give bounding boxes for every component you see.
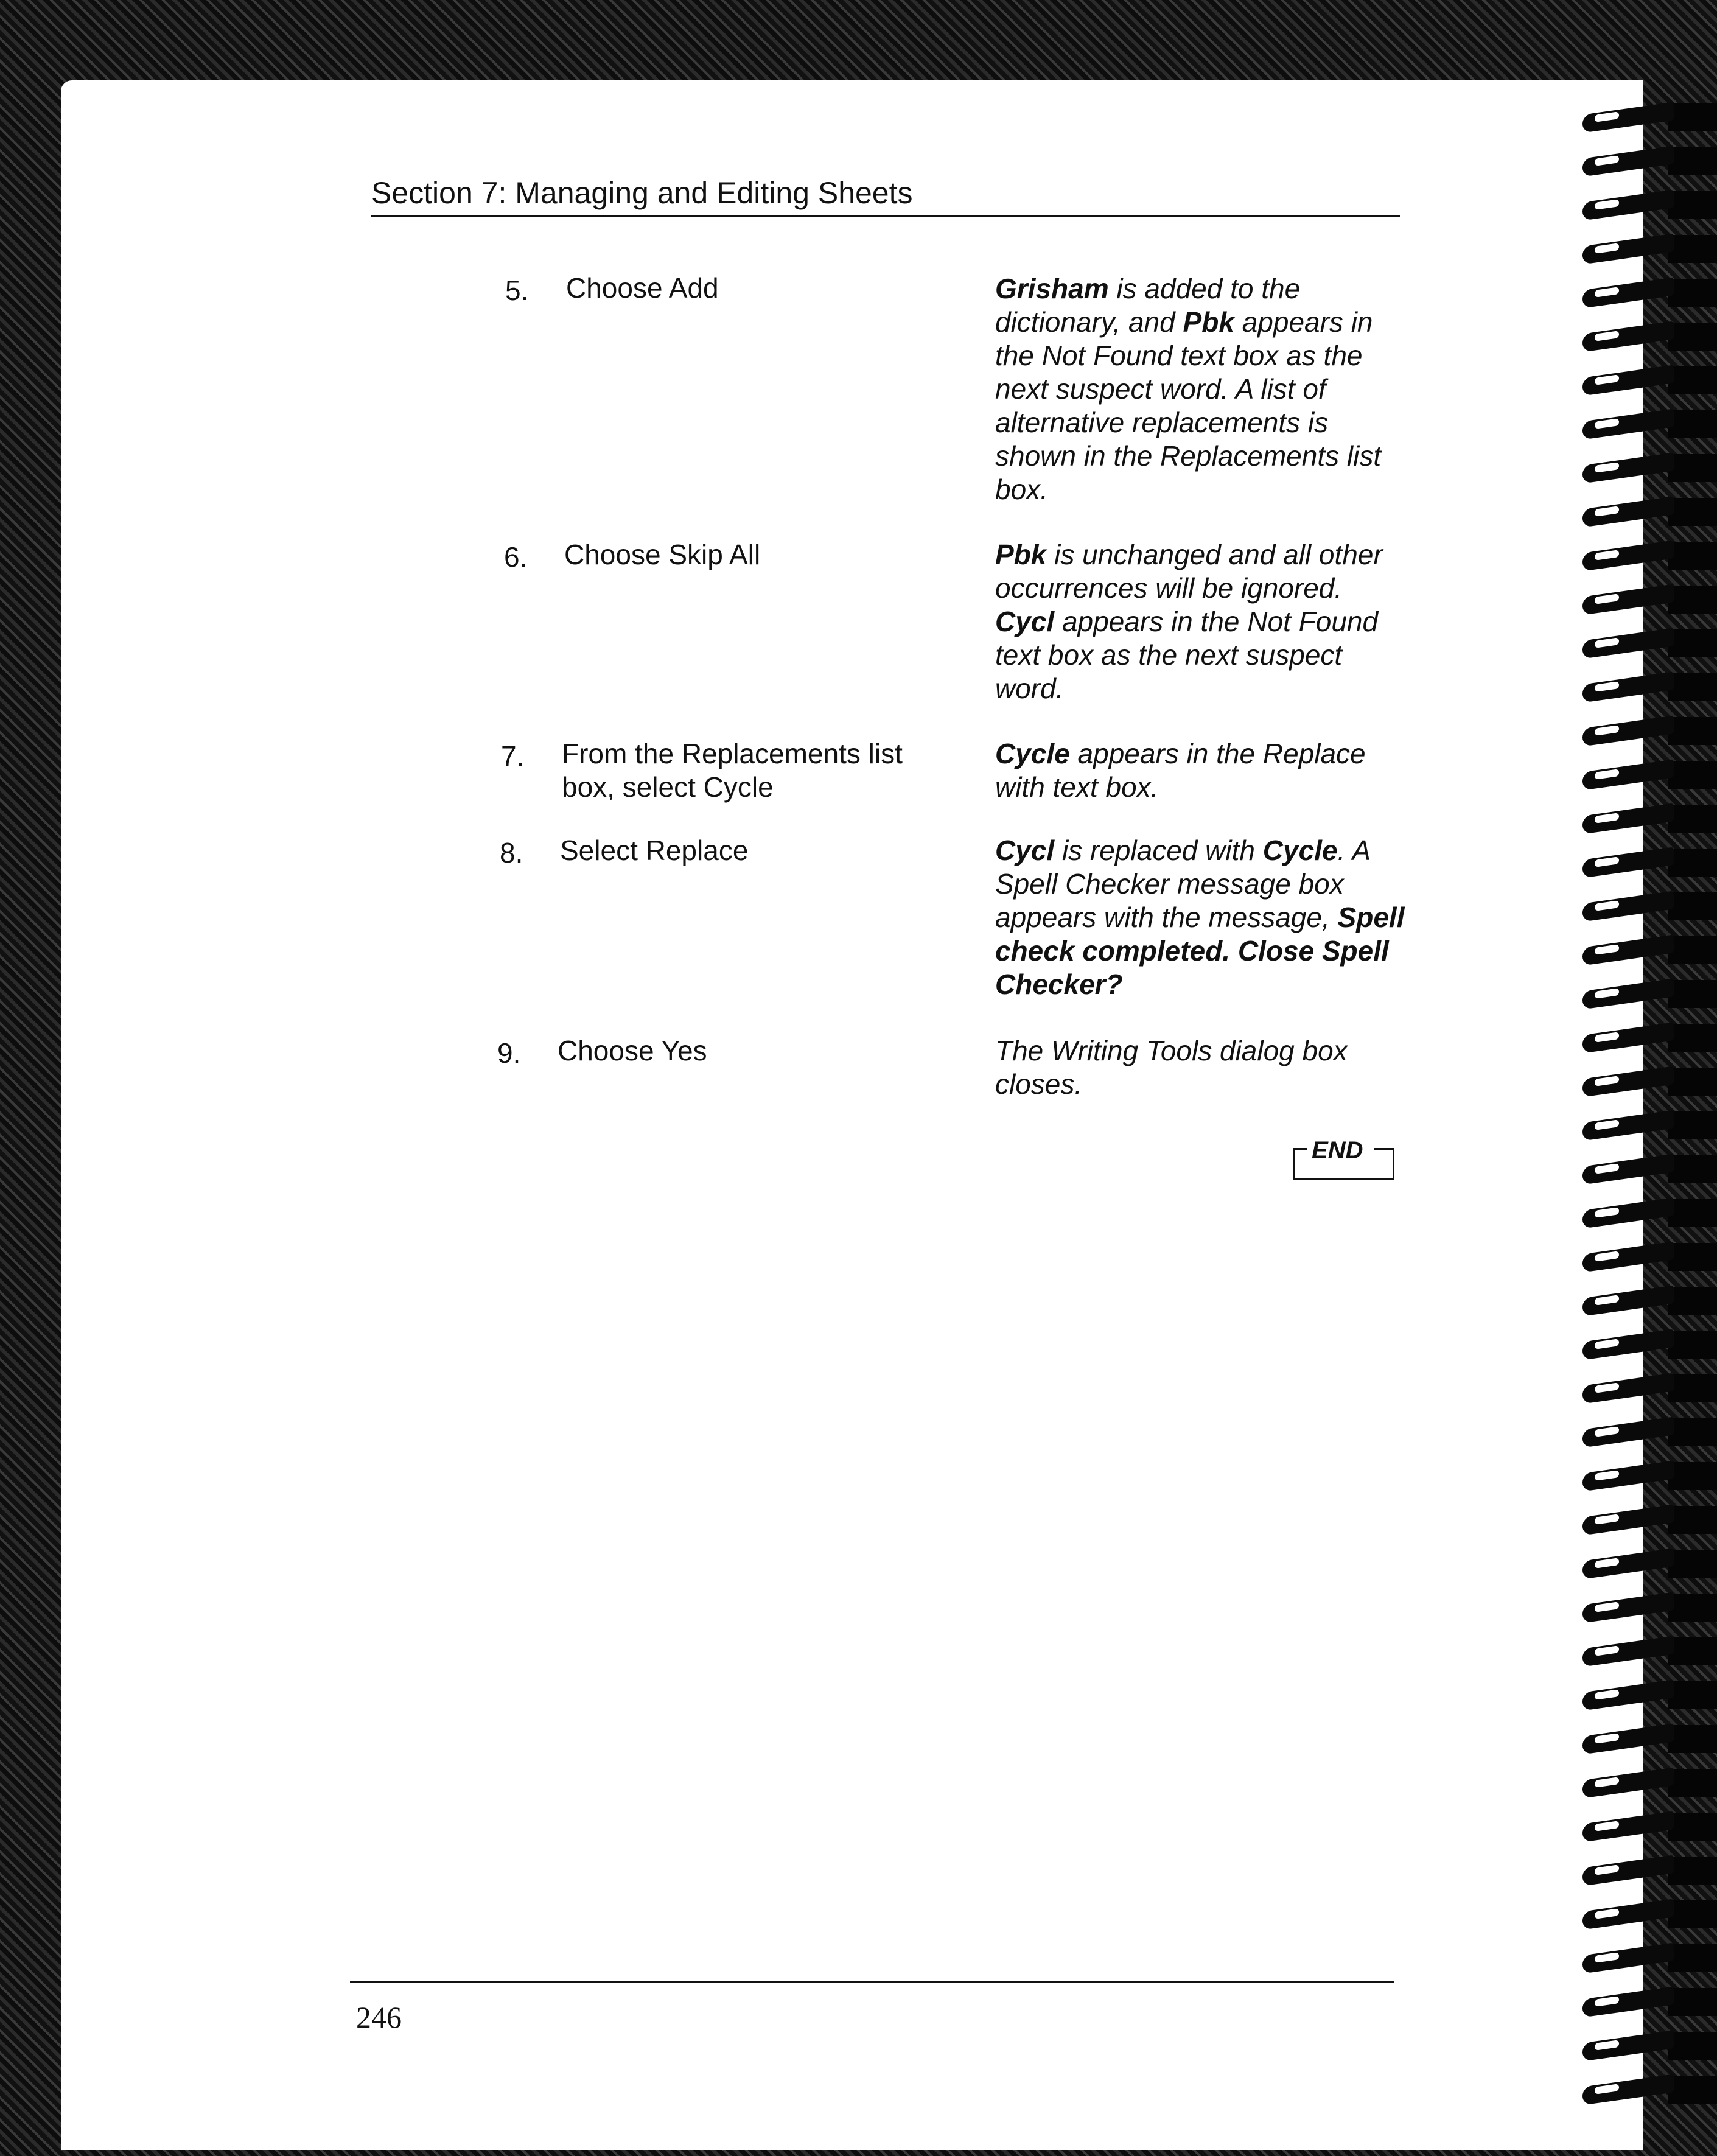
step-instruction [562,737,903,804]
step-number: 7. [501,740,525,772]
result-text: The Writing Tools dialog box closes. [995,1035,1348,1100]
result-text: is replaced with [1054,835,1263,866]
spiral-ring [1576,717,1717,747]
spiral-ring [1576,1725,1717,1755]
spiral-ring [1576,323,1717,353]
spiral-ring [1576,366,1717,397]
spiral-ring [1576,1111,1717,1142]
spiral-ring [1576,849,1717,879]
spiral-ring [1576,542,1717,572]
spiral-ring [1576,147,1717,178]
result-bold: Cycl [995,606,1055,637]
spiral-ring [1576,2032,1717,2062]
spiral-ring [1576,1155,1717,1186]
spiral-ring [1576,279,1717,309]
result-bold: Spell check completed. Close Spell Checker? [995,901,1405,1000]
result-text: appears in the Replace with text box. [995,738,1366,803]
end-marker [1293,1137,1394,1181]
spiral-ring [1576,1988,1717,2018]
result-bold: Pbk [995,539,1047,570]
step-result [995,538,1409,705]
step-number: 5. [505,275,529,306]
step-instruction: Select Replace [560,835,749,866]
result-text: . A Spell Checker message box appears with the message, [995,835,1370,933]
step-result [995,272,1409,506]
spiral-ring [1576,1637,1717,1668]
spiral-ring [1576,761,1717,791]
footer-rule [350,1981,1394,1983]
step-number: 8. [500,837,523,869]
end-marker-label: END [1312,1137,1363,1164]
spiral-ring [1576,892,1717,923]
step-number: 6. [504,541,528,573]
spiral-ring [1576,1594,1717,1624]
spiral-ring [1576,1418,1717,1449]
step-instruction: Choose Yes [558,1035,707,1066]
spiral-ring [1576,1506,1717,1536]
result-bold: Pbk [1183,306,1234,338]
spiral-ring [1576,498,1717,528]
spiral-ring [1576,454,1717,485]
spiral-ring [1576,103,1717,134]
step-instruction: Choose Add [566,272,719,304]
spiral-ring [1576,1857,1717,1887]
end-marker-corner [1293,1148,1307,1150]
spiral-ring [1576,235,1717,265]
spiral-ring [1576,673,1717,704]
spiral-ring [1576,1769,1717,1799]
result-bold: Grisham [995,273,1109,304]
spiral-ring [1576,1199,1717,1230]
spiral-ring [1576,1813,1717,1843]
spiral-ring [1576,1374,1717,1405]
spiral-ring [1576,1462,1717,1493]
spiral-ring [1576,805,1717,835]
result-text: is added to the dictionary, and [995,273,1301,338]
step-result [995,737,1409,804]
spiral-ring [1576,936,1717,967]
spiral-binding [1576,103,1717,2124]
result-bold: Cycl [995,835,1055,866]
spiral-ring [1576,191,1717,222]
result-bold: Cycle [1262,835,1338,866]
end-marker-corner [1374,1148,1393,1150]
spiral-ring [1576,1068,1717,1098]
result-text: appears in the Not Found text box as the next suspect word. A list of alternative replacements is shown in the Replacements list box. [995,306,1382,505]
result-text: appears in the Not Found text box as the next suspect word. [995,606,1379,704]
spiral-ring [1576,410,1717,441]
header-rule [371,215,1400,217]
spiral-ring [1576,1900,1717,1931]
spiral-ring [1576,1287,1717,1317]
page-header: Section 7: Managing and Editing Sheets [371,176,913,210]
spiral-ring [1576,586,1717,616]
step-number: 9. [497,1037,521,1069]
step-result [995,834,1409,1001]
result-bold: Cycle [995,738,1070,769]
page-number: 246 [356,2000,402,2034]
result-text: is unchanged and all other occurrences will be ignored. [995,539,1383,604]
spiral-ring [1576,1024,1717,1054]
spiral-ring [1576,1243,1717,1273]
step-result [995,1034,1360,1101]
step-instruction-line: From the Replacements list [562,738,903,769]
spiral-ring [1576,1331,1717,1361]
spiral-ring [1576,980,1717,1010]
spiral-ring [1576,2076,1717,2106]
spiral-ring [1576,1681,1717,1712]
spiral-ring [1576,629,1717,660]
step-instruction-line: box, select Cycle [562,771,774,803]
spiral-ring [1576,1550,1717,1580]
spiral-ring [1576,1944,1717,1975]
step-instruction: Choose Skip All [564,539,761,570]
